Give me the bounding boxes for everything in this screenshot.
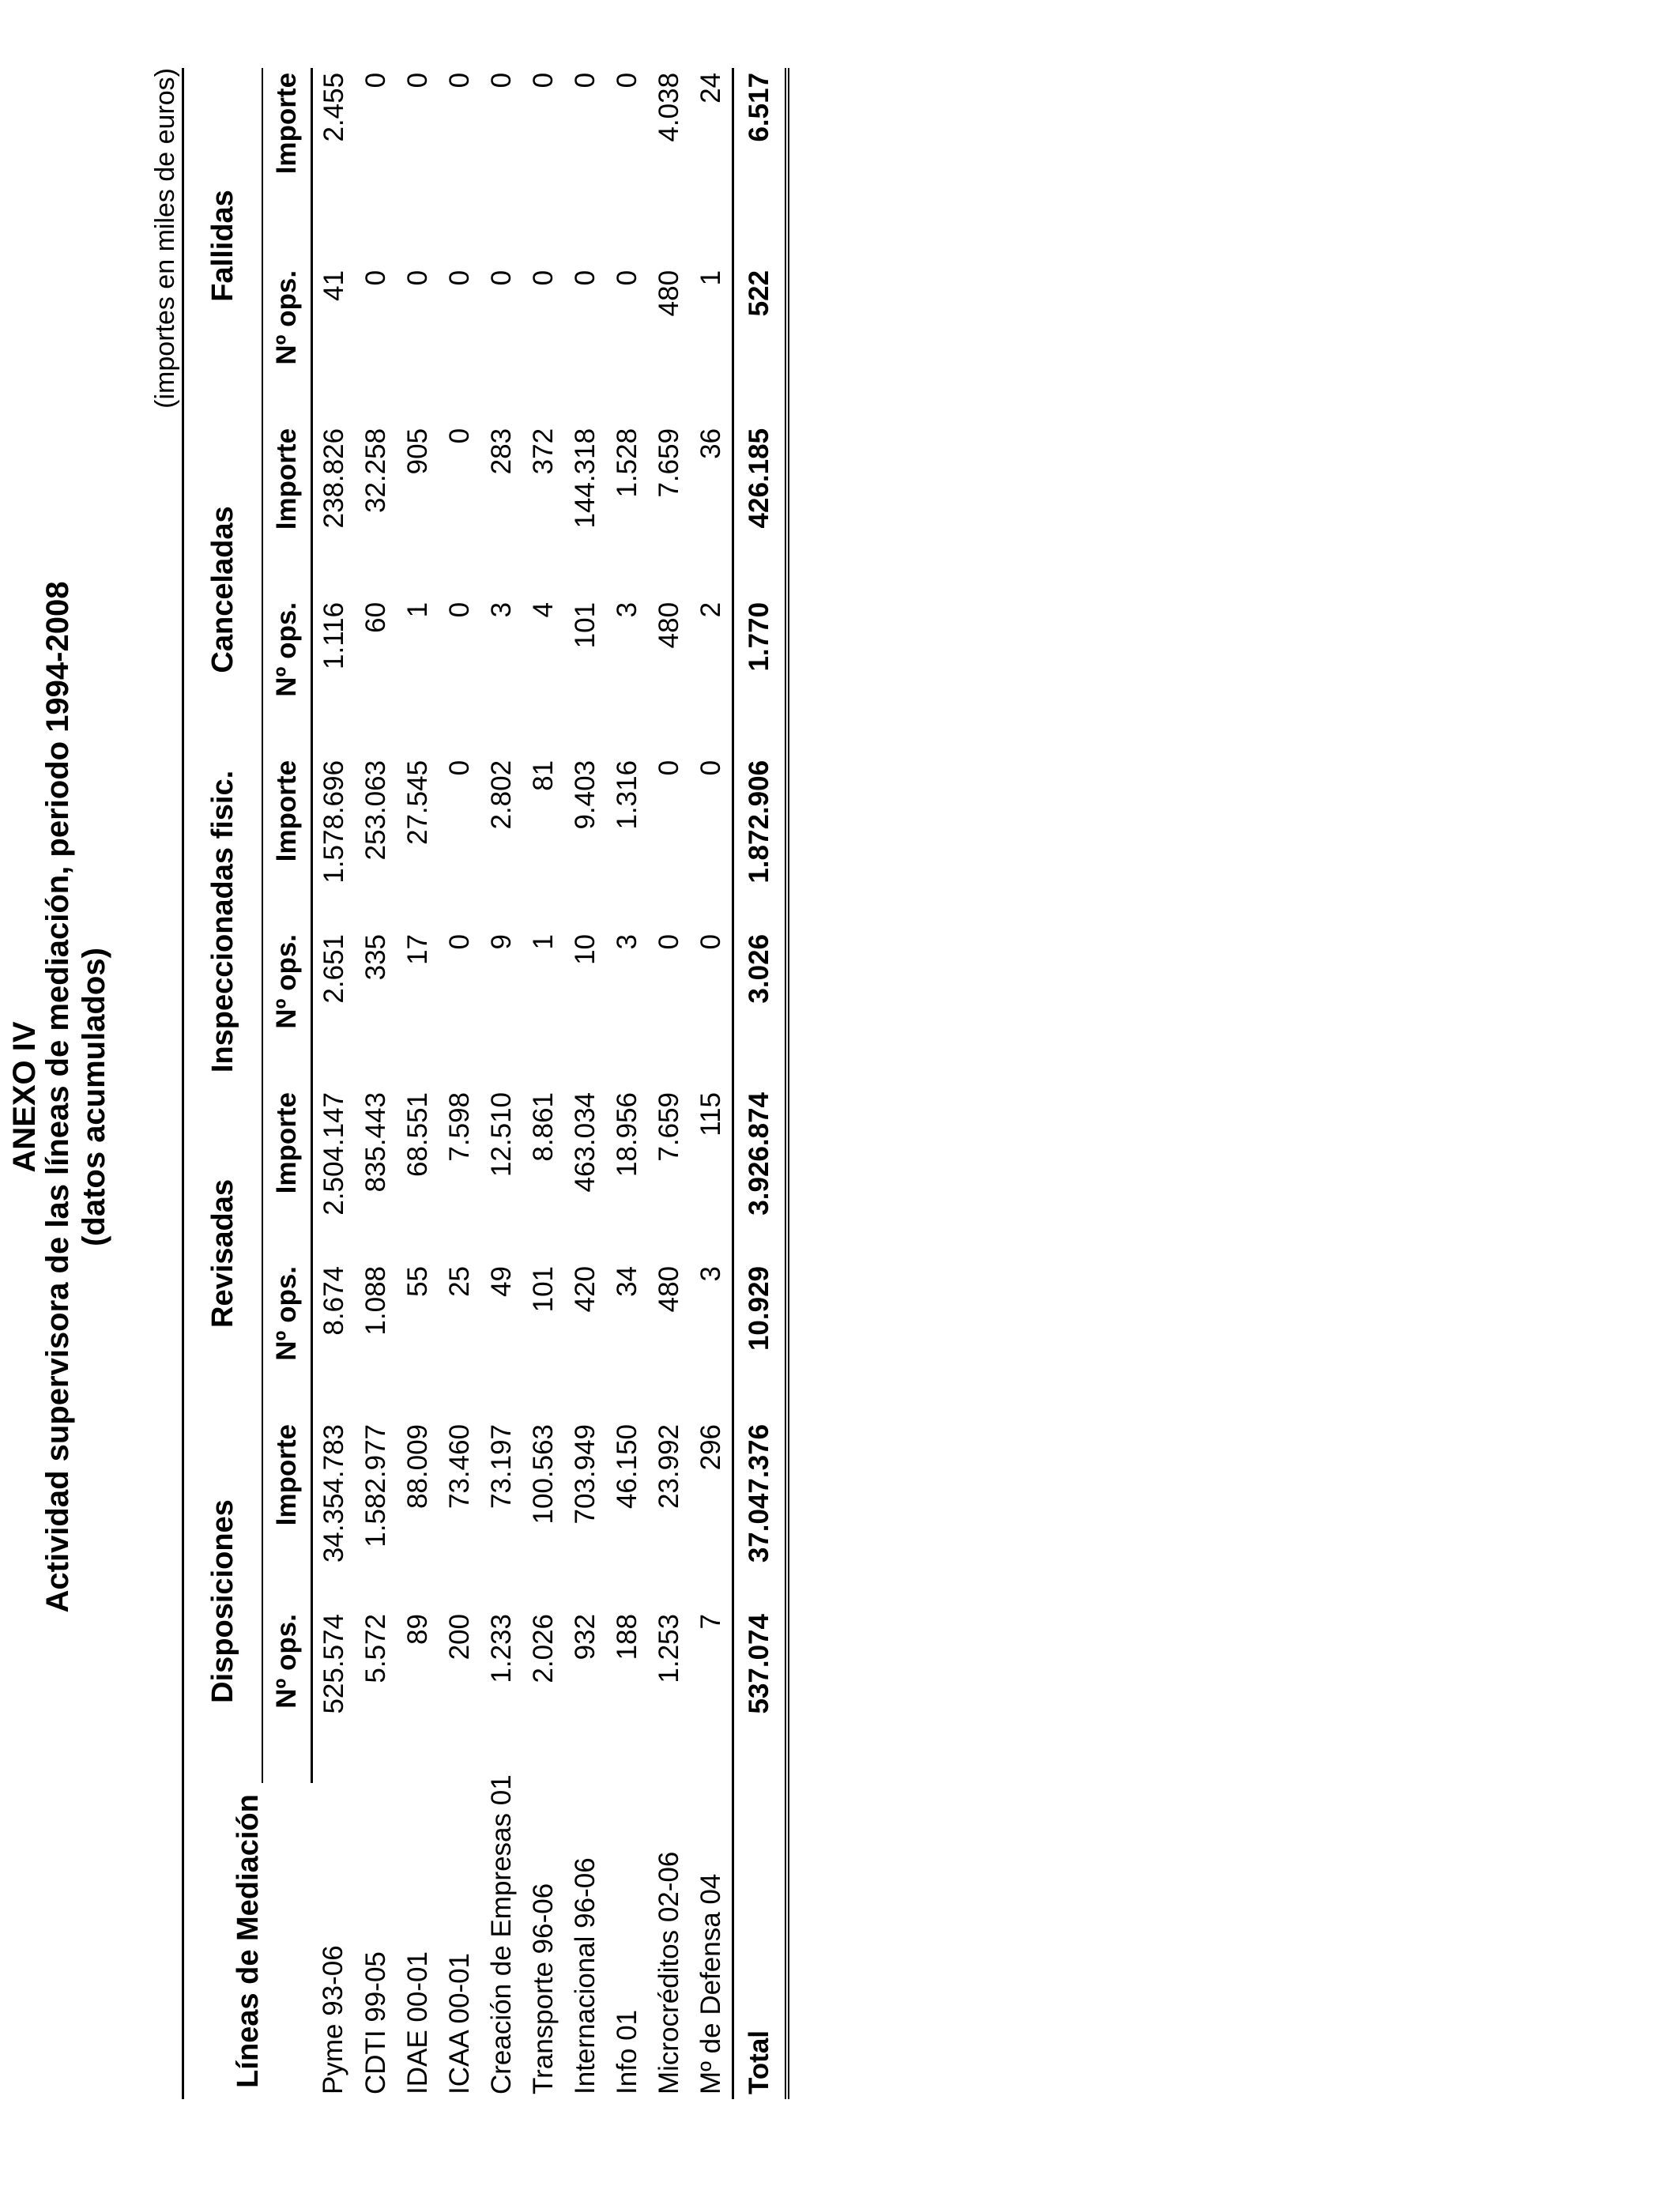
total-cell: 537.074 — [733, 1609, 788, 1783]
table-cell: 296 — [695, 1423, 726, 1471]
table-cell: 5.572 — [360, 1614, 391, 1683]
table-cell: 32.258 — [360, 428, 391, 513]
table-row — [648, 68, 690, 2099]
table-cell: 36 — [695, 428, 726, 459]
total-row — [733, 68, 788, 2099]
row-label: Microcréditos 02-06 — [653, 1851, 684, 2094]
table-cell: 81 — [527, 760, 559, 791]
table-cell: 144.318 — [569, 428, 601, 529]
table-cell: 480 — [653, 1265, 684, 1313]
table-cell: 1 — [401, 601, 433, 618]
sub-header-ops: Nº ops. — [262, 598, 312, 756]
table-cell: 60 — [360, 601, 391, 633]
group-header: Fallidas — [183, 68, 263, 424]
table-cell: 9 — [485, 933, 517, 950]
table-cell: 7.598 — [443, 1091, 475, 1162]
table-cell: 23.992 — [653, 1423, 684, 1510]
table-cell: 2.504.147 — [318, 1091, 349, 1216]
table-cell: 89 — [401, 1614, 433, 1645]
table-cell: 253.063 — [360, 760, 391, 861]
table-cell: 34 — [611, 1265, 642, 1297]
row-label: Transporte 96-06 — [527, 1883, 559, 2094]
table-cell: 2 — [695, 601, 726, 618]
row-label: Pyme 93-06 — [317, 1945, 348, 2094]
group-header: Canceladas — [183, 424, 263, 756]
table-cell: 3 — [695, 1265, 726, 1282]
table-cell: 0 — [443, 760, 475, 776]
report-subtitle: (datos acumulados) — [77, 948, 111, 1246]
table-cell: 835.443 — [360, 1091, 391, 1193]
table-cell: 188 — [611, 1614, 642, 1661]
sub-header-ops: Nº ops. — [262, 266, 312, 424]
table-cell: 115 — [695, 1091, 726, 1137]
table-cell: 73.460 — [443, 1423, 475, 1510]
table-cell: 2.802 — [485, 760, 517, 830]
table-cell: 1 — [527, 933, 559, 950]
total-label: Total — [733, 1783, 788, 2099]
table-cell: 283 — [485, 428, 517, 475]
table-row — [606, 68, 648, 2099]
table-cell: 73.197 — [485, 1423, 517, 1510]
table-cell: 0 — [485, 72, 517, 89]
table-cell: 8.674 — [318, 1265, 349, 1336]
table-cell: 0 — [527, 72, 559, 89]
table-cell: 4.038 — [653, 72, 684, 142]
row-label: Creación de Empresas 01 — [485, 1774, 517, 2094]
supervision-table — [182, 68, 789, 2099]
table-cell: 101 — [527, 1265, 559, 1313]
table-cell: 0 — [695, 933, 726, 950]
table-cell: 1.116 — [318, 601, 349, 669]
table-cell: 101 — [569, 601, 601, 649]
table-cell: 100.563 — [527, 1423, 559, 1525]
table-cell: 0 — [401, 72, 433, 89]
table-cell: 7 — [695, 1614, 726, 1630]
table-row — [480, 68, 522, 2099]
table-cell: 3 — [611, 601, 642, 618]
table-cell: 0 — [611, 72, 642, 89]
table-cell: 525.574 — [318, 1614, 349, 1714]
total-cell: 426.185 — [733, 424, 788, 598]
table-cell: 34.354.783 — [318, 1423, 349, 1563]
table-cell: 0 — [401, 270, 433, 286]
table-cell: 7.659 — [653, 428, 684, 498]
table-row — [564, 68, 606, 2099]
table-cell: 25 — [443, 1265, 475, 1297]
sub-header-importe: Importe — [262, 1088, 312, 1261]
table-row — [355, 68, 397, 2099]
sub-header-importe: Importe — [262, 1419, 312, 1609]
table-cell: 3 — [611, 933, 642, 950]
units-note: (importes en miles de euros) — [150, 68, 180, 409]
table-cell: 238.826 — [318, 428, 349, 529]
table-row — [312, 68, 356, 2099]
total-cell: 1.770 — [733, 598, 788, 756]
table-cell: 12.510 — [485, 1091, 517, 1178]
table-cell: 46.150 — [611, 1423, 642, 1510]
table-cell: 0 — [527, 270, 559, 286]
table-cell: 932 — [569, 1614, 601, 1661]
table-row — [522, 68, 564, 2099]
table-cell: 3 — [485, 601, 517, 618]
sub-header-ops: Nº ops. — [262, 1261, 312, 1419]
table-cell: 2.455 — [318, 72, 349, 142]
total-cell: 6.517 — [733, 68, 788, 266]
table-cell: 420 — [569, 1265, 601, 1313]
table-cell: 10 — [569, 933, 601, 965]
table-cell: 0 — [360, 72, 391, 89]
row-label: ICAA 00-01 — [443, 1953, 475, 2094]
group-header-row — [183, 68, 263, 2099]
table-cell: 1.578.696 — [318, 760, 349, 884]
sub-header-importe: Importe — [262, 756, 312, 929]
table-cell: 1.088 — [360, 1265, 391, 1336]
group-header: Disposiciones — [183, 1419, 263, 1783]
table-cell: 905 — [401, 428, 433, 475]
table-cell: 372 — [527, 428, 559, 475]
total-cell: 10.929 — [733, 1261, 788, 1419]
row-label: Mº de Defensa 04 — [695, 1873, 726, 2094]
table-cell: 0 — [485, 270, 517, 286]
row-label: IDAE 00-01 — [401, 1951, 433, 2094]
row-label: Info 01 — [611, 2009, 642, 2094]
table-cell: 49 — [485, 1265, 517, 1297]
row-label: Internacional 96-06 — [569, 1857, 601, 2094]
table-cell: 0 — [443, 72, 475, 89]
table-cell: 0 — [653, 933, 684, 950]
table-cell: 9.403 — [569, 760, 601, 830]
table-cell: 0 — [443, 270, 475, 286]
table-cell: 0 — [360, 270, 391, 286]
table-row — [439, 68, 480, 2099]
table-cell: 55 — [401, 1265, 433, 1297]
table-cell: 480 — [653, 601, 684, 649]
table-cell: 24 — [695, 72, 726, 104]
table-cell: 0 — [653, 760, 684, 776]
table-cell: 7.659 — [653, 1091, 684, 1162]
table-cell: 68.551 — [401, 1091, 433, 1178]
table-cell: 0 — [611, 270, 642, 286]
table-cell: 1.233 — [485, 1614, 517, 1683]
table-cell: 8.861 — [527, 1091, 559, 1162]
row-label: CDTI 99-05 — [360, 1951, 391, 2094]
table-cell: 335 — [360, 933, 391, 981]
total-cell: 1.872.906 — [733, 756, 788, 929]
table-cell: 2.026 — [527, 1614, 559, 1683]
table-cell: 18.956 — [611, 1091, 642, 1178]
table-cell: 2.651 — [318, 933, 349, 1004]
table-cell: 0 — [569, 72, 601, 89]
sub-header-importe: Importe — [262, 424, 312, 598]
table-cell: 17 — [401, 933, 433, 965]
table-cell: 0 — [443, 428, 475, 444]
group-header: Inspeccionadas fisic. — [183, 756, 263, 1088]
sub-header-ops: Nº ops. — [262, 1609, 312, 1783]
total-cell: 37.047.376 — [733, 1419, 788, 1609]
table-cell: 200 — [443, 1614, 475, 1661]
table-cell: 27.545 — [401, 760, 433, 846]
table-cell: 0 — [443, 933, 475, 950]
table-cell: 1.316 — [611, 760, 642, 830]
table-cell: 0 — [695, 760, 726, 776]
table-cell: 1.528 — [611, 428, 642, 498]
sub-header-importe: Importe — [262, 68, 312, 266]
row-header: Líneas de Mediación — [183, 1783, 312, 2099]
table-row — [690, 68, 733, 2099]
table-cell: 0 — [443, 601, 475, 618]
table-cell: 41 — [318, 270, 349, 301]
total-cell: 3.926.874 — [733, 1088, 788, 1261]
table-row — [397, 68, 439, 2099]
table-cell: 0 — [569, 270, 601, 286]
table-cell: 703.949 — [569, 1423, 601, 1525]
total-cell: 522 — [733, 266, 788, 424]
group-header: Revisadas — [183, 1088, 263, 1419]
table-cell: 1.253 — [653, 1614, 684, 1683]
table-cell: 463.034 — [569, 1091, 601, 1193]
annex-title: ANEXO IV — [7, 1021, 42, 1173]
table-cell: 480 — [653, 270, 684, 317]
report-title: Actividad supervisora de las líneas de mediación, periodo 1994-2008 — [40, 581, 75, 1613]
total-cell: 3.026 — [733, 929, 788, 1088]
sub-header-ops: Nº ops. — [262, 929, 312, 1088]
table-cell: 88.009 — [401, 1423, 433, 1510]
table-cell: 4 — [527, 601, 559, 618]
table-cell: 1 — [695, 270, 726, 286]
table-cell: 1.582.977 — [360, 1423, 391, 1547]
